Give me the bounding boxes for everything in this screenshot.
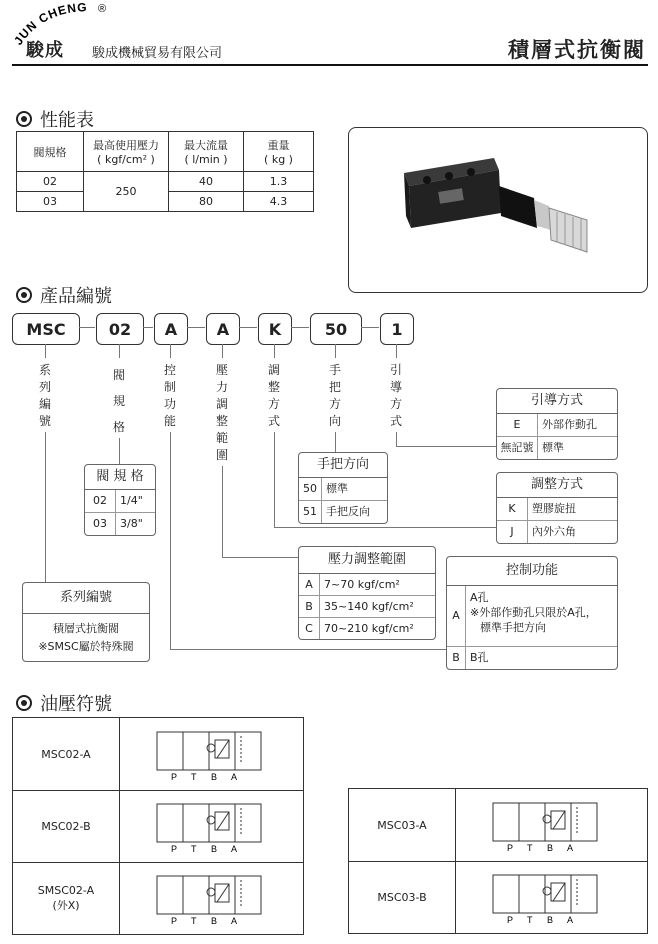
model-name: MSC02-A bbox=[41, 747, 91, 761]
port-label: B bbox=[211, 844, 218, 854]
section-symbols bbox=[16, 690, 112, 716]
product-photo bbox=[348, 127, 648, 293]
model-name: SMSC02-A (外X) bbox=[37, 883, 95, 912]
pressure-value: 250 bbox=[84, 172, 169, 212]
model-name: MSC03-B bbox=[377, 890, 427, 904]
valve-illustration bbox=[349, 128, 647, 292]
table-row: 03 80 4.3 bbox=[17, 192, 314, 212]
label-control: 控 制 功 能 bbox=[163, 363, 176, 428]
port-label: T bbox=[191, 772, 197, 782]
code-pilot: 1 bbox=[380, 313, 414, 345]
header-rule bbox=[12, 64, 648, 66]
port-label: P bbox=[171, 916, 178, 926]
code-pressure: A bbox=[206, 313, 240, 345]
pilot-box: 引導方式 E 外部作動孔 無記號 標準 bbox=[496, 388, 618, 460]
bullet-circle-icon bbox=[16, 111, 32, 127]
hydraulic-schematic-icon bbox=[153, 728, 265, 788]
port-label: T bbox=[191, 844, 197, 854]
th-size: 閥規格 bbox=[17, 132, 84, 172]
code-adjust: K bbox=[258, 313, 292, 345]
port-label: T bbox=[191, 916, 197, 926]
size-table: 閥 規 格 02 1/4" 03 3/8" bbox=[84, 464, 156, 536]
hydraulic-schematic-icon bbox=[489, 799, 601, 859]
label-pilot: 引 導 方 式 bbox=[389, 363, 402, 428]
registered-mark: ® bbox=[98, 3, 107, 15]
label-pressure: 壓 力 調 整 範 圍 bbox=[215, 363, 228, 462]
label-series: 系 列 編 號 bbox=[38, 363, 51, 428]
hydraulic-schematic-icon bbox=[153, 872, 265, 932]
code-size: 02 bbox=[96, 313, 144, 345]
section-performance bbox=[16, 106, 94, 132]
handle-box: 手把方向 50 標準 51 手把反向 bbox=[298, 452, 388, 524]
bullet-circle-icon bbox=[16, 287, 32, 303]
th-pressure: 最高使用壓力 ( kgf/cm² ) bbox=[84, 132, 169, 172]
model-name: MSC02-B bbox=[41, 819, 91, 833]
control-box: 控制功能 A A孔 ※外部作動孔只限於A孔， 標準手把方向 B B孔 bbox=[446, 556, 618, 670]
label-size: 閥 規 格 bbox=[112, 368, 125, 434]
code-control: A bbox=[154, 313, 188, 345]
performance-table bbox=[16, 131, 314, 212]
port-label: B bbox=[211, 772, 218, 782]
brand-en: JUN CHENG bbox=[11, 2, 88, 48]
port-label: B bbox=[547, 915, 554, 925]
port-label: P bbox=[171, 772, 178, 782]
symbol-table-left bbox=[12, 717, 304, 935]
th-weight: 重量 ( kg ) bbox=[244, 132, 314, 172]
code-handle: 50 bbox=[310, 313, 362, 345]
company-name: 駿成機械貿易有限公司 bbox=[92, 46, 223, 61]
section-product-code-title: 產品編號 bbox=[40, 286, 112, 307]
section-symbols-title: 油壓符號 bbox=[40, 694, 112, 715]
symbol-table-right bbox=[348, 788, 648, 934]
pressure-box: 壓力調整範圍 A 7~70 kgf/cm² B 35~140 kgf/cm² C 70~210 kgf/cm² bbox=[298, 546, 436, 640]
brand-cn: 駿成 bbox=[26, 40, 64, 61]
port-label: P bbox=[507, 915, 514, 925]
hydraulic-schematic-icon bbox=[489, 871, 601, 931]
section-product-code bbox=[16, 282, 112, 308]
table-row: 02 250 40 1.3 bbox=[17, 172, 314, 192]
hydraulic-schematic-icon bbox=[153, 800, 265, 860]
port-label: B bbox=[547, 843, 554, 853]
th-flow: 最大流量 ( l/min ) bbox=[169, 132, 244, 172]
port-label: T bbox=[527, 843, 533, 853]
label-adjust: 調 整 方 式 bbox=[267, 363, 280, 428]
port-label: P bbox=[507, 843, 514, 853]
port-label: A bbox=[567, 843, 574, 853]
port-label: A bbox=[231, 844, 238, 854]
port-label: A bbox=[567, 915, 574, 925]
port-label: P bbox=[171, 844, 178, 854]
port-label: A bbox=[231, 772, 238, 782]
adjust-box: 調整方式 K 塑膠旋扭 J 內外六角 bbox=[496, 472, 618, 544]
label-handle: 手 把 方 向 bbox=[328, 363, 341, 428]
bullet-circle-icon bbox=[16, 695, 32, 711]
code-series: MSC bbox=[12, 313, 80, 345]
document-title: 積層式抗衡閥 bbox=[508, 38, 646, 62]
model-name: MSC03-A bbox=[377, 818, 427, 832]
port-label: A bbox=[231, 916, 238, 926]
series-box: 系列編號 積層式抗衡閥 ※SMSC屬於特殊閥 bbox=[22, 582, 150, 662]
port-label: B bbox=[211, 916, 218, 926]
section-performance-title: 性能表 bbox=[40, 110, 94, 131]
port-label: T bbox=[527, 915, 533, 925]
